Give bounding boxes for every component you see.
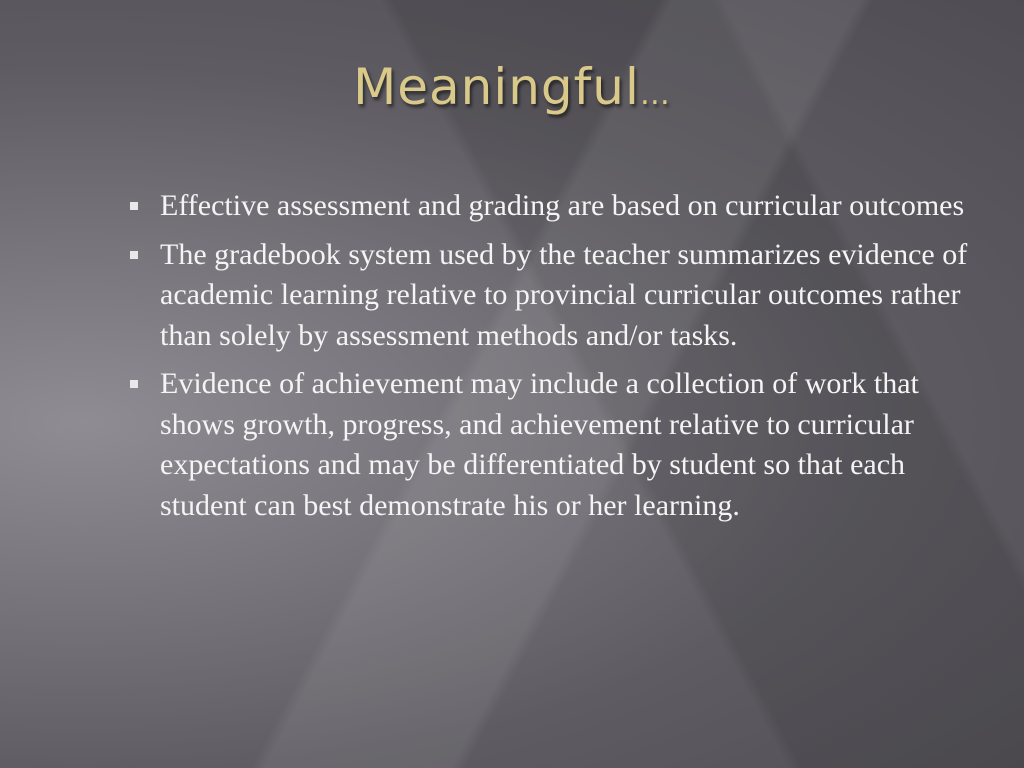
slide-title-text: Meaningful — [353, 58, 640, 116]
slide-title — [0, 58, 1024, 116]
bullet-item-1 — [128, 186, 968, 227]
slide-title-ellipsis: … — [639, 77, 671, 112]
square-bullet-icon — [130, 380, 138, 388]
bullet-item-3 — [128, 364, 968, 526]
square-bullet-icon — [130, 251, 138, 259]
bullet-text: The gradebook system used by the teacher summarizes evidence of academic learning relative to provincial curricular outcomes rather than solely by assessment methods and/or tasks. — [160, 237, 968, 352]
bullet-item-2 — [128, 235, 968, 357]
square-bullet-icon — [130, 202, 138, 210]
bullet-list — [128, 186, 968, 534]
bullet-text: Effective assessment and grading are based on curricular outcomes — [160, 189, 965, 222]
bullet-text: Evidence of achievement may include a collection of work that shows growth, progress, and achievement relative to curricular expectations and may be differentiated by student so that each student can best demonstrate his or her learning. — [160, 367, 919, 522]
